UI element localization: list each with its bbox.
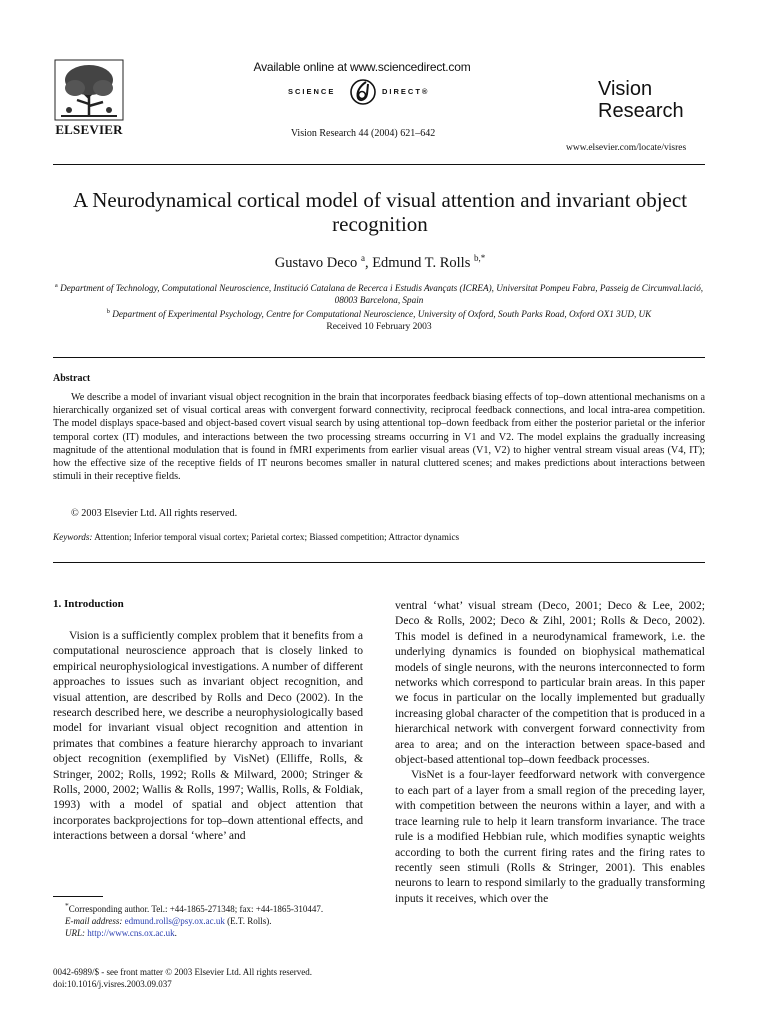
keywords-label: Keywords:: [53, 532, 93, 542]
abstract-copyright: © 2003 Elsevier Ltd. All rights reserved.: [71, 508, 238, 519]
author-name: Edmund T. Rolls: [372, 254, 471, 271]
header-divider: [53, 164, 705, 165]
issn-line: 0042-6989/$ - see front matter © 2003 Elsevier Ltd. All rights reserved.: [53, 967, 313, 977]
affiliation-text: Department of Technology, Computational Neuroscience, Institució Catalana de Recerca i Estudis Avançats (ICREA), Universitat Pompeu Fabra, Passeig de Circumval.lació, 08003 Barcelona, Spain: [60, 283, 704, 306]
title-divider: [53, 357, 705, 358]
url-link[interactable]: http://www.cns.ox.ac.uk: [87, 928, 175, 938]
author-affil-mark: a: [360, 253, 365, 263]
elsevier-logo: [53, 58, 125, 144]
journal-name-line2: Research: [598, 100, 684, 122]
author-name: Gustavo Deco: [274, 254, 358, 271]
keywords-list: Attention; Inferior temporal visual cortex; Parietal cortex; Biassed competition; Attractor dynamics: [92, 532, 460, 542]
sd-logo-direct: DIRECT®: [382, 87, 430, 96]
sciencedirect-d-icon: [348, 78, 378, 106]
article-title: A Neurodynamical cortical model of visual attention and invariant object recognition: [72, 188, 688, 236]
author-separator: ,: [364, 254, 373, 271]
footnote-corresponding: *Corresponding author. Tel.: +44-1865-271348; fax: +44-1865-310447.: [65, 901, 324, 914]
paragraph: Vision is a sufficiently complex problem that it benefits from a computational neuroscience approach that is closely linked to empirical neurophysiological investigations. A number of different approaches to issues such as invariant object recognition, and visual attention, are described by Rolls and Deco (2002). In the research described here, we describe a neurophysiologically based model for invariant visual object recognition and attention in primates that combines a feature hierarchy approach to invariant object recognition (exemplified by VisNet) (Elliffe, Rolls, & Stringer, 2002; Rolls, 1992; Rolls & Milward, 2000; Stringer & Rolls, 2000, 2002; Wallis & Rolls, 1997; Wallis, Rolls, & Foldiak, 1993) with a model of spatial and object attention that incorporates backprojections for top–down attentional effects, and interactions between a dorsal ‘where’ and: [53, 629, 363, 843]
footnote-url: URL: http://www.cns.ox.ac.uk.: [65, 928, 177, 938]
abstract-text: We describe a model of invariant visual object recognition in the brain that incorporates feedback biasing effects of top–down attentional mechanisms on a hierarchically organized set of visual cortical areas with convergent forward connectivity, reciprocal feedback connections, and local intra-area competition. The model displays space-based and object-based covert visual search by using attentional top–down feedback from either the posterior parietal or the inferior temporal cortex (IT) modules, and interactions between the two processing streams occurring in V1 and V2. The model explains the gradually increasing magnitude of the attentional modulation that is found in fMRI experiments from earlier visual areas (V1, V2) to higher ventral stream visual areas (V4, IT); how the effective size of the receptive fields of IT neurons becomes smaller in natural cluttered scenes; and makes predictions about interactions between stimuli in their receptive fields.: [53, 392, 705, 483]
received-date: Received 10 February 2003: [326, 322, 432, 332]
footnote: [53, 900, 363, 939]
journal-url[interactable]: www.elsevier.com/locate/visres: [566, 143, 687, 153]
elsevier-wordmark: ELSEVIER: [55, 122, 123, 137]
sciencedirect-logo: [280, 78, 450, 106]
affiliation-mark: b: [106, 308, 110, 315]
front-matter-info: [53, 966, 393, 990]
affiliation-mark: a: [54, 282, 58, 289]
affiliation-b: [53, 306, 705, 320]
sciencedirect-available-text: Available online at www.sciencedirect.com: [253, 60, 471, 74]
paragraph: ventral ‘what’ visual stream (Deco, 2001; Deco & Lee, 2002; Deco & Rolls, 2002; Deco & Zihl, 2001; Rolls & Deco, 2002). This model is defined in a neurodynamical framework, i.e. the underlying dynamics is founded on biophysical mathematical models of single neurons, with the neurons interconnected to form networks which correspond to particular brain areas. In this paper we focus in particular on the locally implemented but gradually increasing global character of the competition that is produced in a hierarchical network with convergent forward connectivity from area to area; and on the interaction between space-based and object-based attentional top–down feedback processes.: [395, 599, 705, 767]
abstract-heading: Abstract: [53, 373, 91, 384]
journal-name: [598, 78, 684, 122]
section-heading: 1. Introduction: [53, 598, 124, 610]
affiliation-a: [53, 280, 705, 306]
author-affil-mark: b,*: [473, 253, 486, 263]
doi-line[interactable]: doi:10.1016/j.visres.2003.09.037: [53, 979, 172, 989]
affiliation-text: Department of Experimental Psychology, Centre for Computational Neuroscience, University of Oxford, South Parks Road, Oxford OX1 3UD, UK: [112, 309, 652, 320]
footnote-divider: [53, 896, 103, 897]
sd-logo-science: SCIENCE: [288, 87, 336, 96]
left-column: [53, 628, 363, 844]
footnote-email: E-mail address: edmund.rolls@psy.ox.ac.uk (E.T. Rolls).: [65, 916, 272, 926]
footnote-mark: *: [65, 901, 69, 910]
paragraph: VisNet is a four-layer feedforward network with convergence to each part of a layer from a small region of the preceding layer, with competition between the neurons within a layer, and with a trace learning rule to help it learn transform invariance. The trace rule is a modified Hebbian rule, which modifies synaptic weights according to both the current firing rates and the firing rates to recently seen stimuli (Rolls & Stringer, 2001). This enables neurons to learn to respond similarly to the gradually transforming inputs it receives, which over the: [395, 768, 705, 905]
journal-name-line1: Vision: [598, 78, 653, 100]
email-link[interactable]: edmund.rolls@psy.ox.ac.uk: [124, 916, 225, 926]
keywords: [53, 532, 705, 542]
right-column: [395, 598, 705, 906]
journal-citation: Vision Research 44 (2004) 621–642: [290, 128, 436, 139]
elsevier-tree-icon: [53, 58, 125, 122]
abstract-divider: [53, 562, 705, 563]
author-list: [60, 253, 700, 272]
